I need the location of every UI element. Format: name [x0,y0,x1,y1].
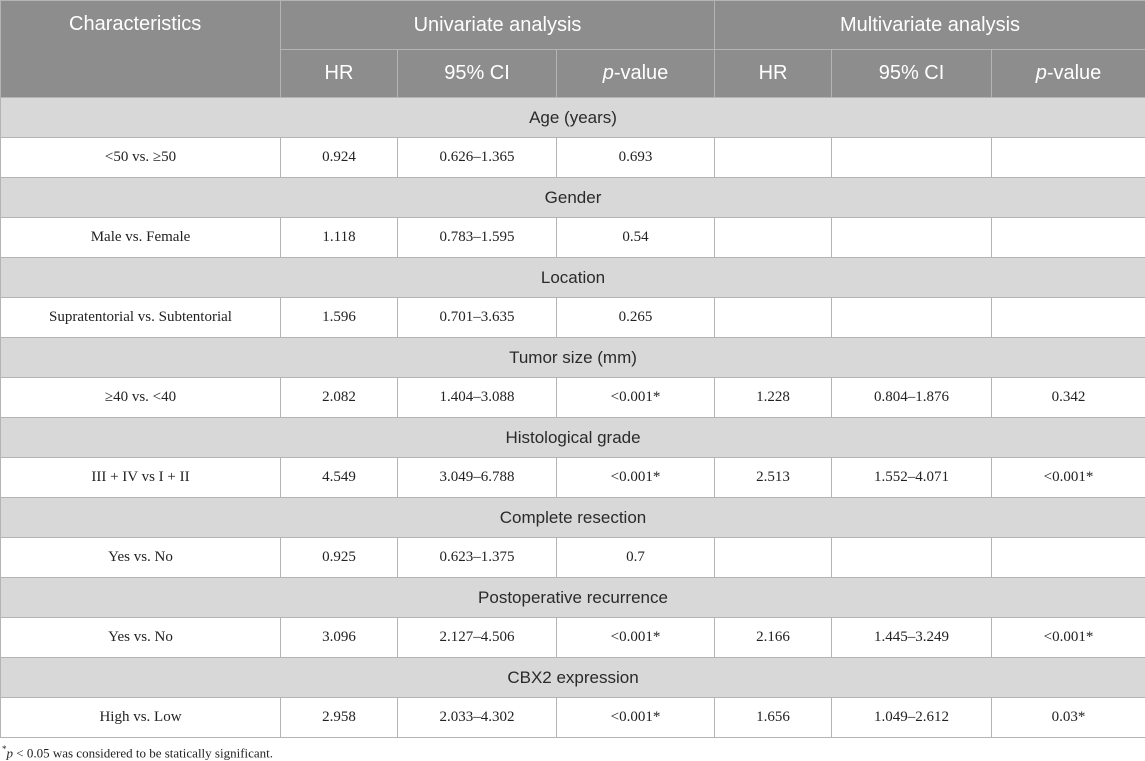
row-label: ≥40 vs. <40 [1,378,281,418]
header-uni-p [557,50,715,98]
section-title: Gender [1,178,1145,218]
table-row [1,378,1145,418]
multi-p-cell [992,218,1145,258]
footnote-mark: * [2,744,7,754]
row-label: III + IV vs I + II [1,458,281,498]
header-characteristics: Characteristics [1,1,281,98]
table-body [1,98,1145,738]
section-header-row [1,498,1145,538]
multi-p-cell: 0.03* [992,698,1145,738]
uni-ci-cell: 3.049–6.788 [398,458,557,498]
multi-hr-cell: 2.513 [715,458,832,498]
table-row [1,138,1145,178]
multi-p-cell [992,138,1145,178]
uni-hr-cell: 2.082 [281,378,398,418]
header-uni-p-suffix: -value [614,62,668,84]
uni-ci-cell: 2.127–4.506 [398,618,557,658]
uni-ci-cell: 0.626–1.365 [398,138,557,178]
uni-ci-cell: 0.783–1.595 [398,218,557,258]
header-multi-p-suffix: -value [1047,62,1101,84]
multi-ci-cell [832,298,992,338]
footnote-p: p [7,745,14,760]
multi-p-cell [992,298,1145,338]
header-uni-hr: HR [281,50,398,98]
section-title: Tumor size (mm) [1,338,1145,378]
uni-p-cell: <0.001* [557,698,715,738]
section-title: Complete resection [1,498,1145,538]
uni-p-cell: 0.693 [557,138,715,178]
header-multi-p-italic: p [1036,62,1047,84]
row-label: Yes vs. No [1,538,281,578]
table-row [1,298,1145,338]
row-label: Male vs. Female [1,218,281,258]
uni-p-cell: <0.001* [557,378,715,418]
section-header-row [1,658,1145,698]
row-label: Yes vs. No [1,618,281,658]
multi-hr-cell [715,538,832,578]
table-row [1,698,1145,738]
multi-p-cell: 0.342 [992,378,1145,418]
table-header [1,1,1145,98]
section-header-row [1,338,1145,378]
uni-p-cell: <0.001* [557,618,715,658]
uni-hr-cell: 0.924 [281,138,398,178]
uni-ci-cell: 0.701–3.635 [398,298,557,338]
uni-hr-cell: 2.958 [281,698,398,738]
section-header-row [1,578,1145,618]
section-title: Postoperative recurrence [1,578,1145,618]
uni-hr-cell: 1.118 [281,218,398,258]
footnote [0,738,1145,761]
row-label: <50 vs. ≥50 [1,138,281,178]
header-multi-ci: 95% CI [832,50,992,98]
multi-hr-cell: 2.166 [715,618,832,658]
uni-p-cell: 0.54 [557,218,715,258]
footnote-text: < 0.05 was considered to be statically significant. [13,745,273,760]
multi-ci-cell: 1.445–3.249 [832,618,992,658]
uni-p-cell: 0.265 [557,298,715,338]
multi-ci-cell [832,138,992,178]
section-title: Location [1,258,1145,298]
table-row [1,618,1145,658]
uni-hr-cell: 0.925 [281,538,398,578]
uni-p-cell: <0.001* [557,458,715,498]
table-row [1,218,1145,258]
section-title: CBX2 expression [1,658,1145,698]
uni-ci-cell: 1.404–3.088 [398,378,557,418]
section-header-row [1,258,1145,298]
section-title: Age (years) [1,98,1145,138]
multi-p-cell [992,538,1145,578]
row-label: High vs. Low [1,698,281,738]
section-header-row [1,98,1145,138]
multi-ci-cell [832,538,992,578]
multi-ci-cell: 1.049–2.612 [832,698,992,738]
header-multi-hr: HR [715,50,832,98]
section-header-row [1,178,1145,218]
uni-ci-cell: 0.623–1.375 [398,538,557,578]
header-uni-p-italic: p [603,62,614,84]
multi-hr-cell [715,218,832,258]
multi-ci-cell: 0.804–1.876 [832,378,992,418]
section-title: Histological grade [1,418,1145,458]
header-univariate: Univariate analysis [281,1,715,50]
header-uni-ci: 95% CI [398,50,557,98]
multi-hr-cell: 1.656 [715,698,832,738]
uni-hr-cell: 3.096 [281,618,398,658]
uni-hr-cell: 1.596 [281,298,398,338]
multi-hr-cell: 1.228 [715,378,832,418]
table-row [1,538,1145,578]
multi-ci-cell [832,218,992,258]
multi-hr-cell [715,298,832,338]
uni-p-cell: 0.7 [557,538,715,578]
multi-p-cell: <0.001* [992,458,1145,498]
multi-hr-cell [715,138,832,178]
header-multivariate: Multivariate analysis [715,1,1145,50]
header-multi-p [992,50,1145,98]
section-header-row [1,418,1145,458]
table-row [1,458,1145,498]
multi-p-cell: <0.001* [992,618,1145,658]
multi-ci-cell: 1.552–4.071 [832,458,992,498]
uni-ci-cell: 2.033–4.302 [398,698,557,738]
uni-hr-cell: 4.549 [281,458,398,498]
row-label: Supratentorial vs. Subtentorial [1,298,281,338]
